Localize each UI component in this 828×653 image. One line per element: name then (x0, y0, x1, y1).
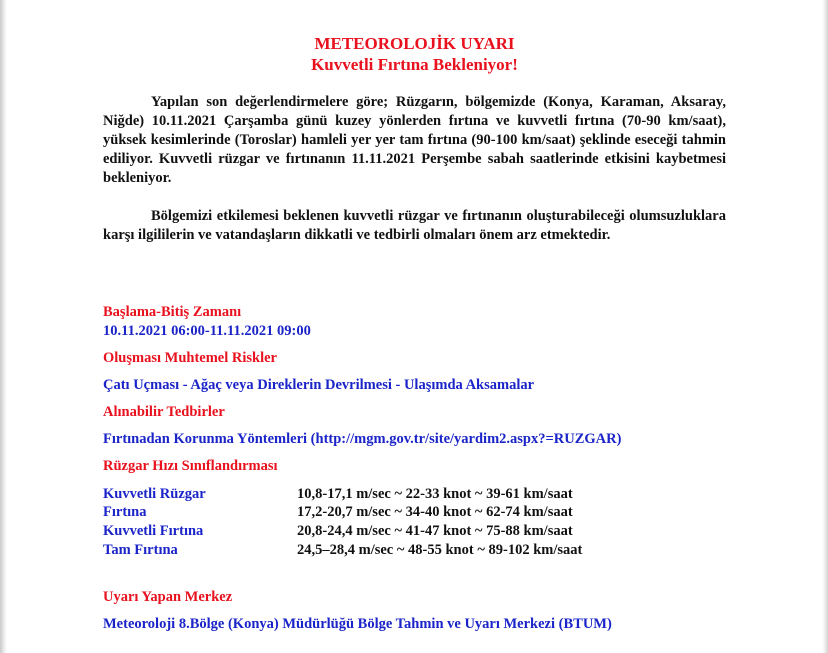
timing-value: 10.11.2021 06:00-11.11.2021 09:00 (103, 323, 311, 339)
wind-class-name: Kuvvetli Rüzgar (103, 486, 206, 502)
wind-row (103, 503, 726, 521)
page-shadow-right (822, 0, 828, 653)
wind-class-name: Kuvvetli Fırtına (103, 523, 204, 539)
wind-row (103, 541, 726, 559)
wind-class-value: 24,5–28,4 m/sec ~ 48-55 knot ~ 89-102 km/saat (297, 542, 583, 558)
wind-classification-label: Rüzgar Hızı Sınıflandırması (103, 458, 278, 474)
wind-class-name: Fırtına (103, 504, 147, 520)
document-title: METEOROLOJİK UYARI (314, 34, 515, 53)
page-shadow-left (0, 0, 7, 653)
timing-label: Başlama-Bitiş Zamanı (103, 304, 242, 320)
wind-row (103, 522, 726, 540)
wind-class-value: 10,8-17,1 m/sec ~ 22-33 knot ~ 39-61 km/saat (297, 486, 573, 502)
risks-label: Oluşması Muhtemel Riskler (103, 350, 277, 366)
risks-value: Çatı Uçması - Ağaç veya Direklerin Devrilmesi - Ulaşımda Aksamalar (103, 377, 535, 393)
warning-document (103, 0, 726, 653)
issuer-label: Uyarı Yapan Merkez (103, 589, 233, 605)
measures-link[interactable]: Fırtınadan Korunma Yöntemleri (http://mgm.gov.tr/site/yardim2.aspx?=RUZGAR) (103, 431, 622, 447)
wind-class-value: 17,2-20,7 m/sec ~ 34-40 knot ~ 62-74 km/saat (297, 504, 573, 520)
wind-class-name: Tam Fırtına (103, 542, 178, 558)
measures-label: Alınabilir Tedbirler (103, 404, 225, 420)
wind-row (103, 485, 726, 503)
wind-class-value: 20,8-24,4 m/sec ~ 41-47 knot ~ 75-88 km/saat (297, 523, 573, 539)
advisory-paragraph: Bölgemizi etkilemesi beklenen kuvvetli rüzgar ve fırtınanın oluşturabileceği olumsuzluklara karşı ilgililerin ve vatandaşların dikkatli ve tedbirli olmaları önem arz etmektedir. (103, 208, 726, 243)
issuer-value: Meteoroloji 8.Bölge (Konya) Müdürlüğü Bölge Tahmin ve Uyarı Merkezi (BTUM) (103, 616, 612, 632)
forecast-paragraph: Yapılan son değerlendirmelere göre; Rüzgarın, bölgemizde (Konya, Karaman, Aksaray, Niğde) 10.11.2021 Çarşamba günü kuzey yönlerden fırtına ve kuvvetli fırtına (70-90 km/saat), yüksek kesimlerinde (Toroslar) hamleli yer yer tam fırtına (90-100 km/saat) şeklinde eseceği tahmin ediliyor. Kuvvetli rüzgar ve fırtınanın 11.11.2021 Perşembe sabah saatlerinde etkisini kaybetmesi bekleniyor. (103, 94, 726, 186)
document-subtitle: Kuvvetli Fırtına Bekleniyor! (311, 55, 518, 74)
